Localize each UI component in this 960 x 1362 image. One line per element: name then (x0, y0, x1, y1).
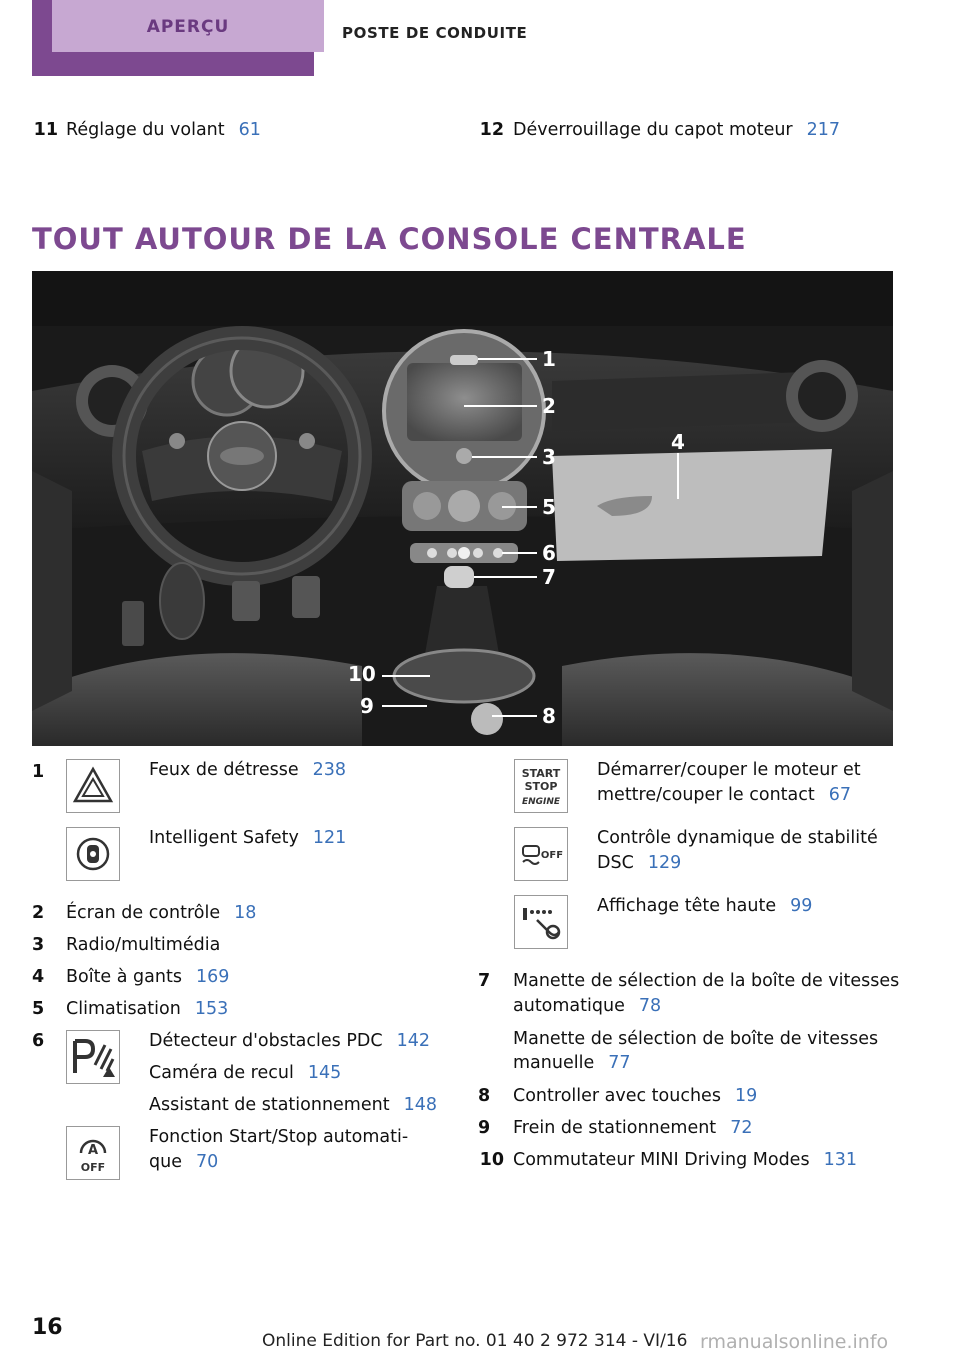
page-ref-link[interactable]: 72 (730, 1118, 753, 1138)
item-number: 11 (33, 120, 58, 140)
item-number: 10 (479, 1150, 504, 1170)
pdc-label: Détecteur d'obstacles PDC 142 (149, 1031, 430, 1051)
page-ref-link[interactable]: 129 (647, 853, 682, 873)
section-title: TOUT AUTOUR DE LA CONSOLE CENTRALE (32, 222, 747, 256)
rear-camera-label: Caméra de recul 145 (149, 1063, 342, 1083)
callout-6: 6 (542, 541, 556, 565)
callout-1: 1 (542, 347, 556, 371)
intelligent-safety-label: Intelligent Safety 121 (149, 828, 347, 848)
start-icon-l3: ENGINE (521, 797, 561, 807)
item-text: Commutateur MINI Driving Modes (513, 1150, 810, 1170)
page-ref-link[interactable]: 19 (734, 1086, 758, 1106)
head-up-display-icon (514, 895, 568, 949)
item-number: 4 (32, 967, 45, 987)
item-number: 9 (478, 1118, 491, 1138)
page-ref-link[interactable]: 77 (608, 1053, 631, 1073)
edition-text: Online Edition for Part no. 01 40 2 972 314 - VI/16 (262, 1331, 688, 1351)
item-text: Radio/multimédia (66, 935, 221, 955)
page-ref-link[interactable]: 99 (790, 896, 813, 916)
item-text: Réglage du volant (66, 120, 225, 140)
overview-tab[interactable] (32, 0, 314, 76)
auto-gear-label-2: automatique 78 (513, 996, 662, 1016)
item-number: 7 (478, 971, 491, 991)
start-stop-auto-icon (66, 1126, 120, 1180)
item-number: 6 (32, 1031, 45, 1051)
start-stop-engine-icon (514, 759, 568, 813)
manual-gear-label-2: manuelle 77 (513, 1053, 631, 1073)
intelligent-safety-icon (66, 827, 120, 881)
dsc-off-icon (514, 827, 568, 881)
page-ref-link[interactable]: 148 (403, 1095, 437, 1115)
callout-3: 3 (542, 445, 556, 469)
hazard-label: Feux de détresse 238 (149, 760, 347, 780)
item-text: Climatisation (66, 999, 181, 1019)
hud-label: Affichage tête haute 99 (597, 896, 813, 916)
ss-icon-letter: A (87, 1143, 99, 1158)
park-assistant-label: Assistant de stationnement 148 (149, 1095, 437, 1115)
dsc-icon-text: OFF (540, 850, 564, 861)
item-text: Frein de stationnement (513, 1118, 717, 1138)
hazard-icon (66, 759, 120, 813)
start-engine-label-2: mettre/couper le contact 67 (597, 785, 852, 805)
page-ref-link[interactable]: 169 (195, 967, 230, 987)
start-icon-l1: START (521, 767, 561, 780)
page-ref-link[interactable]: 145 (307, 1063, 342, 1083)
dashboard-photo (32, 271, 893, 746)
page-ref-link[interactable]: 70 (195, 1152, 219, 1172)
page-ref-link[interactable]: 78 (638, 996, 662, 1016)
item-text: Écran de contrôle (66, 903, 221, 923)
item-text: Déverrouillage du capot moteur (513, 120, 793, 140)
start-engine-label-1: Démarrer/couper le moteur et (597, 760, 861, 780)
page-ref-link[interactable]: 142 (396, 1031, 430, 1051)
page-ref-link[interactable]: 217 (806, 120, 841, 140)
auto-gear-label-1: Manette de sélection de la boîte de vitesses (513, 971, 900, 991)
page-ref-link[interactable]: 61 (238, 120, 261, 140)
watermark: rmanualsonline.info (700, 1331, 889, 1353)
dsc-label-2: DSC 129 (597, 853, 682, 873)
callout-8: 8 (542, 704, 556, 728)
ss-icon-off: OFF (80, 1161, 106, 1174)
pdc-icon (66, 1030, 120, 1084)
callout-9: 9 (360, 694, 374, 718)
start-stop-label-1: Fonction Start/Stop automati- (149, 1127, 409, 1147)
item-number: 1 (32, 762, 45, 782)
page-ref-link[interactable]: 67 (828, 785, 852, 805)
item-number: 12 (479, 120, 504, 140)
callout-10: 10 (348, 662, 376, 686)
callout-2: 2 (542, 394, 556, 418)
item-text: Controller avec touches (513, 1086, 721, 1106)
page-ref-link[interactable]: 131 (823, 1150, 857, 1170)
manual-gear-label-1: Manette de sélection de boîte de vitesses (513, 1029, 879, 1049)
item-number: 5 (32, 999, 45, 1019)
page-ref-link[interactable]: 121 (312, 828, 347, 848)
page-number: 16 (32, 1315, 63, 1340)
page-ref-link[interactable]: 153 (194, 999, 229, 1019)
item-text: Boîte à gants (66, 967, 182, 987)
callout-5: 5 (542, 495, 556, 519)
item-number: 3 (32, 935, 45, 955)
dsc-label-1: Contrôle dynamique de stabilité (597, 828, 878, 848)
start-icon-l2: STOP (524, 780, 558, 793)
overview-tab-label: APERÇU (146, 17, 230, 37)
callout-4: 4 (671, 430, 685, 454)
item-number: 8 (478, 1086, 491, 1106)
page-ref-link[interactable]: 238 (312, 760, 347, 780)
item-number: 2 (32, 903, 45, 923)
section-tab[interactable]: POSTE DE CONDUITE (342, 24, 528, 42)
page-ref-link[interactable]: 18 (234, 903, 257, 923)
start-stop-label-2: que 70 (149, 1152, 219, 1172)
callout-7: 7 (542, 565, 556, 589)
